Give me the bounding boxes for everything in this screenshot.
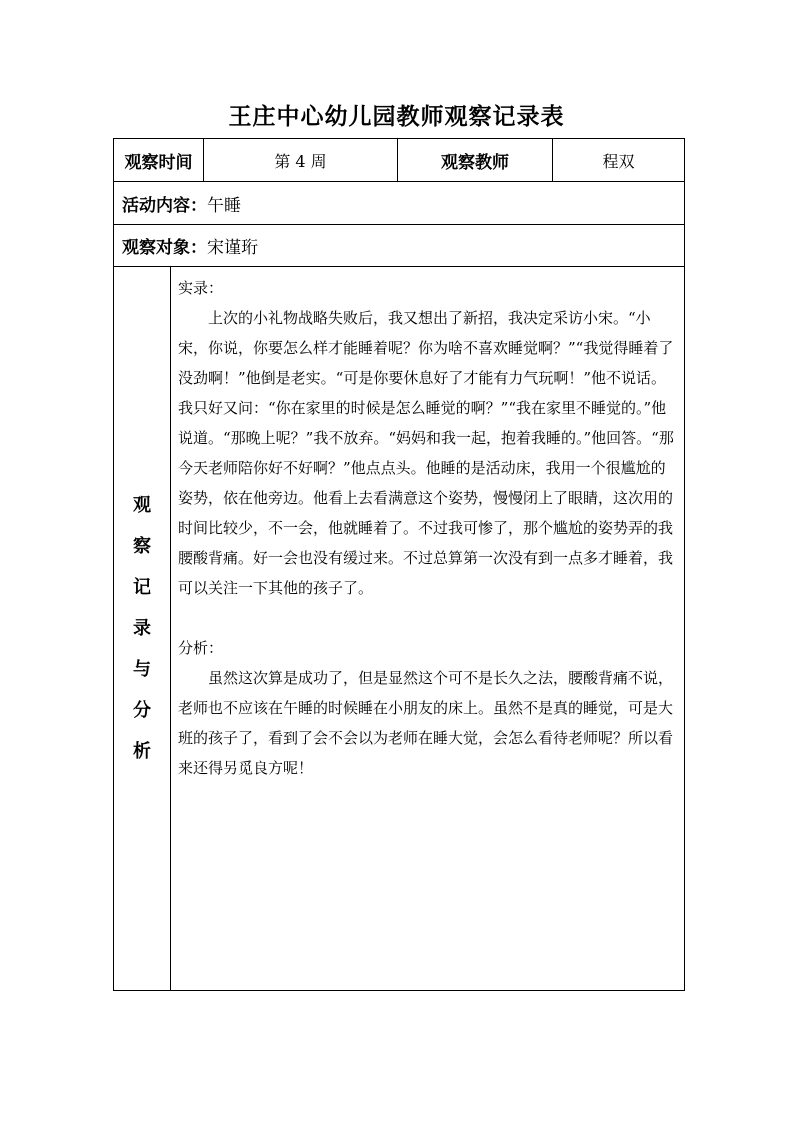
record-text: 上次的小礼物战略失败后，我又想出了新招，我决定采访小宋。“小宋，你说，你要怎么样才能睡着呢？你为啥不喜欢睡觉啊？”“我觉得睡着了没劲啊！”他倒是老实。“可是你要休息好了才能有力气玩啊！”他不说话。我只好又问：“你在家里的时候是怎么睡觉的啊？”“我在家里不睡觉的。”他说道。“那晚上呢？”我不放弃。“妈妈和我一起，抱着我睡的。”他回答。“那今天老师陪你好不好啊？”他点点头。他睡的是活动床，我用一个很尴尬的姿势，依在他旁边。他看上去看满意这个姿势，慢慢闭上了眼睛，这次用的时间比较少，不一会，他就睡着了。不过我可惨了，那个尴尬的姿势弄的我腰酸背痛。好一会也没有缓过来。不过总算第一次没有到一点多才睡着，我可以关注一下其他的孩子了。 xyxy=(178,309,674,597)
section-label-char: 观 xyxy=(133,495,151,516)
section-label-char: 录 xyxy=(133,618,151,639)
section-label-char: 分 xyxy=(133,700,151,721)
section-label xyxy=(114,267,171,991)
activity-label: 活动内容： xyxy=(122,195,207,216)
observation-table xyxy=(113,138,685,991)
section-label-char: 察 xyxy=(133,536,151,557)
section-label-char: 记 xyxy=(133,577,151,598)
analysis-text: 虽然这次算是成功了，但是显然这个可不是长久之法，腰酸背痛不说，老师也不应该在午睡的时候睡在小朋友的床上。虽然不是真的睡觉，可是大班的孩子了，看到了会不会以为老师在睡大觉，会怎么看待老师呢？所以看来还得另觅良方呢！ xyxy=(178,669,674,777)
section-label-char: 与 xyxy=(133,659,151,680)
subject-value: 宋谨珩 xyxy=(207,238,258,258)
page-title: 王庄中心幼儿园教师观察记录表 xyxy=(228,103,565,130)
analysis-heading: 分析： xyxy=(178,639,224,657)
time-label: 观察时间 xyxy=(114,139,204,182)
section-label-char: 析 xyxy=(133,741,151,762)
teacher-label: 观察教师 xyxy=(398,139,553,182)
time-value: 第 4 周 xyxy=(204,139,398,182)
subject-label: 观察对象： xyxy=(122,238,207,258)
subject-row xyxy=(114,225,685,267)
record-heading: 实录： xyxy=(178,279,224,297)
record-content xyxy=(171,267,685,991)
activity-value: 午睡 xyxy=(207,195,241,216)
activity-row xyxy=(114,182,685,225)
teacher-value: 程双 xyxy=(553,139,685,182)
